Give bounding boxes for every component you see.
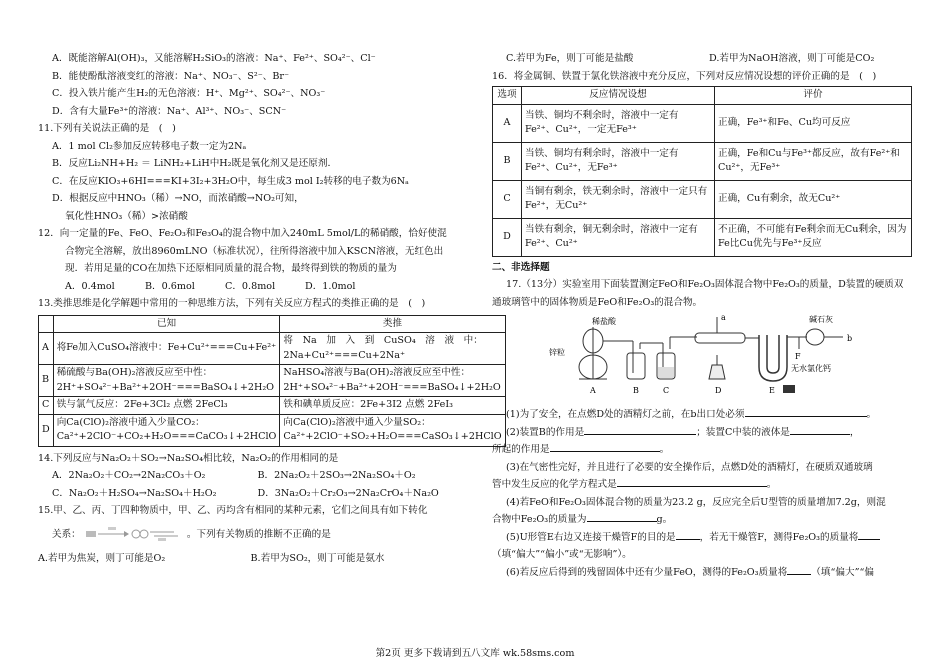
q17-part4: (4)若FeO和Fe₂O₃固体混合物的质量为23.2 g，反应完全后U型管的质量增加7.2g，则混 bbox=[506, 496, 886, 508]
q17-part2-cont: 所起的作用是 。 bbox=[492, 441, 912, 459]
q16-header-row bbox=[493, 87, 912, 105]
q13-analog-cell bbox=[280, 365, 505, 397]
q15-option-b: B.若甲为SO₂，则丁可能是氨水 bbox=[250, 552, 385, 564]
q16-header-option: 选项 bbox=[493, 87, 522, 105]
q17-part5-cont: （填“偏大”“偏小”或“无影响”）。 bbox=[492, 549, 632, 560]
answer-blank[interactable] bbox=[745, 406, 867, 417]
q16-eval-line: Cu²⁺，无Fe³⁺ bbox=[718, 162, 781, 173]
q16-eval-cell bbox=[715, 104, 912, 142]
section-2-title: 二、非选择题 bbox=[492, 261, 550, 273]
q13-analog-cell bbox=[280, 397, 505, 415]
q13-row-label: B bbox=[39, 365, 54, 397]
answer-blank[interactable] bbox=[617, 476, 767, 487]
q15-options-row2 bbox=[492, 50, 912, 68]
q17-part4-text: 合物中Fe₂O₃的质量为 bbox=[492, 514, 587, 525]
q16-eval-line: 正确，Fe和Cu与Fe³⁺都反应，故有Fe²⁺和 bbox=[718, 147, 900, 159]
q13-table bbox=[38, 315, 506, 447]
q13-row-label: A bbox=[39, 333, 54, 365]
q16-eval-line: 正确，Fe³⁺和Fe、Cu均可反应 bbox=[718, 116, 851, 128]
q13-known-line: Ca²⁺+2ClO⁻+CO₂+H₂O===CaCO₃↓+2HClO bbox=[56, 431, 277, 442]
q16-eval-cell bbox=[715, 142, 912, 180]
q14-option-c: C．Na₂O₂＋H₂SO₄→Na₂SO₄＋H₂O₂ bbox=[52, 487, 217, 499]
q13-row-label: C bbox=[39, 397, 54, 415]
answer-blank[interactable] bbox=[676, 529, 700, 540]
q16-eval-line: 正确，Cu有剩余，故无Cu²⁺ bbox=[718, 192, 841, 204]
q16-idea-line: 当铜有剩余，铁无剩余时，溶液中一定只有 bbox=[525, 185, 708, 197]
q15-relation-suffix: 。下列有关物质的推断不正确的是 bbox=[186, 528, 331, 540]
q14-stem: 14.下列反应与Na₂O₂＋SO₂→Na₂SO₄相比较，Na₂O₂的作用相同的是 bbox=[38, 452, 339, 464]
label-c: C bbox=[663, 386, 670, 395]
q16-eval-cell bbox=[715, 180, 912, 218]
q17-part1-text: (1)为了安全，在点燃D处的酒精灯之前，在b出口处必须 bbox=[506, 409, 745, 420]
q16-row-c bbox=[493, 180, 912, 218]
apparatus-d-tube-icon bbox=[695, 317, 759, 379]
q16-header-eval: 评价 bbox=[715, 87, 912, 105]
answer-blank[interactable] bbox=[550, 441, 660, 452]
q14-options-row2 bbox=[38, 485, 463, 503]
q16-idea-cell bbox=[522, 218, 715, 256]
q10-option-b: B．能使酚酞溶液变红的溶液：Na⁺、NO₃⁻、S²⁻、Br⁻ bbox=[52, 70, 290, 82]
q13-known-cell bbox=[53, 333, 280, 365]
q16-stem: 16．将金属铜、铁置于氯化铁溶液中充分反应，下列对反应情况设想的评价正确的是 ( ) bbox=[492, 70, 877, 82]
q16-eval-line: Fe比Cu优先与Fe³⁺反应 bbox=[718, 238, 822, 249]
q13-header-analog: 类推 bbox=[280, 315, 505, 333]
q16-row-label: D bbox=[493, 218, 522, 256]
q17-part3-cont: 管中发生反应的化学方程式是 。 bbox=[492, 476, 912, 494]
q17-part6-text: (6)若反应后得到的残留固体中还有少量FeO，测得的Fe₂O₃质量将 bbox=[506, 566, 788, 578]
q12-option-d: D．1.0mol bbox=[305, 280, 356, 292]
q13-row-c bbox=[39, 397, 506, 415]
q13-header-known: 已知 bbox=[53, 315, 280, 333]
answer-blank[interactable] bbox=[587, 511, 657, 522]
q13-analog-line: 铁和碘单质反应：2Fe+3I2 点燃 2FeI₃ bbox=[283, 399, 453, 410]
q17-part2-text-b: ；装置C中装的液体是 bbox=[696, 426, 790, 438]
answer-blank[interactable] bbox=[787, 564, 811, 575]
q16-row-label: A bbox=[493, 104, 522, 142]
answer-blank[interactable] bbox=[584, 424, 696, 435]
q16-table bbox=[492, 86, 912, 257]
q11-option-d-cont: 氧化性HNO₃（稀）>浓硝酸 bbox=[65, 210, 188, 222]
q11-option-d: D．根据反应中HNO₃（稀）→NO，而浓硝酸→NO₂可知， bbox=[52, 193, 304, 204]
right-column bbox=[492, 50, 912, 581]
answer-blank[interactable] bbox=[790, 424, 850, 435]
q17-intro-line2: 通玻璃管中的固体物质是FeO和Fe₂O₃的混合物。 bbox=[492, 296, 703, 308]
q14-option-a: A．2Na₂O₂＋CO₂→2Na₂CO₃＋O₂ bbox=[52, 470, 206, 481]
q13-analog-cell bbox=[280, 414, 505, 446]
apparatus-f-drying-tube-icon bbox=[787, 329, 843, 349]
q13-analog-cell bbox=[280, 333, 505, 365]
q10-option-a: A．既能溶解Al(OH)₃，又能溶解H₂SiO₃的溶液：Na⁺、Fe²⁺、SO₄²⁻、Cl⁻ bbox=[52, 53, 376, 64]
apparatus-a-generator-icon bbox=[579, 327, 627, 379]
label-zinc: 锌粒 bbox=[549, 348, 565, 357]
q13-known-line: 将Fe加入CuSO₄溶液中：Fe+Cu²⁺===Cu+Fe²⁺ bbox=[56, 342, 277, 354]
q17-part6-text-b: （填“偏大”“偏 bbox=[811, 566, 874, 578]
q13-known-line: 2H⁺+SO₄²⁻+Ba²⁺+2OH⁻===BaSO₄↓+2H₂O bbox=[56, 381, 275, 393]
page-footer: 第2页 更多下载请到五八文库 wk.58sms.com bbox=[375, 648, 575, 659]
q15-transform-scheme-icon bbox=[84, 526, 184, 542]
q14-options-row1 bbox=[38, 467, 463, 485]
q14-option-b: B．2Na₂O₂＋2SO₃→2Na₂SO₄＋O₂ bbox=[257, 470, 416, 481]
q13-known-line: 铁与氯气反应：2Fe+3Cl₂ 点燃 2FeCl₃ bbox=[56, 399, 228, 410]
q11-option-b: B．反应Li₂NH+H₂ ＝ LiNH₂+LiH中H₂既是氧化剂又是还原剂． bbox=[52, 158, 338, 169]
q14-option-d: D．3Na₂O₂＋Cr₂O₃→2Na₂CrO₄＋Na₂O bbox=[257, 487, 439, 499]
q13-analog-line: Ca²⁺+2ClO⁻+SO₂+H₂O===CaSO₃↓+2HClO bbox=[283, 431, 502, 442]
q17-part5 bbox=[492, 529, 912, 547]
q11-option-a: A．1 mol Cl₂参加反应转移电子数一定为2Nₐ bbox=[52, 140, 247, 152]
q16-idea-line: Fe²⁺、Cu²⁺ bbox=[525, 238, 578, 249]
q15-relation-prefix: 关系： bbox=[52, 528, 81, 540]
q16-row-label: C bbox=[493, 180, 522, 218]
q13-known-cell bbox=[53, 365, 280, 397]
q16-row-label: B bbox=[493, 142, 522, 180]
q16-idea-line: Fe²⁺、Cu²⁺，无Fe³⁺ bbox=[525, 162, 618, 173]
q15-option-d: D.若甲为NaOH溶液，则丁可能是CO₂ bbox=[709, 53, 875, 64]
q16-idea-cell bbox=[522, 104, 715, 142]
q13-row-b bbox=[39, 365, 506, 397]
label-b: B bbox=[633, 386, 639, 395]
q16-idea-line: Fe²⁺，无Cu²⁺ bbox=[525, 200, 588, 211]
q17-part2: (2)装置B的作用是 ；装置C中装的液体是 ， bbox=[492, 424, 912, 442]
q12-option-b: B．0.6mol bbox=[145, 280, 195, 292]
q16-idea-cell bbox=[522, 142, 715, 180]
label-e: E bbox=[769, 386, 775, 395]
q12-option-a: A．0.4mol bbox=[65, 280, 115, 292]
q13-header-blank bbox=[39, 315, 54, 333]
label-d: D bbox=[715, 386, 722, 395]
apparatus-c-bottle-icon bbox=[657, 337, 697, 379]
apparatus-e-u-tube-icon bbox=[759, 335, 795, 393]
q13-row-d bbox=[39, 414, 506, 446]
q17-part1: (1)为了安全，在点燃D处的酒精灯之前，在b出口处必须 。 bbox=[492, 406, 912, 424]
label-port-b: b bbox=[847, 334, 853, 343]
q15-relation bbox=[38, 520, 463, 550]
q16-eval-cell bbox=[715, 218, 912, 256]
q17-part4-unit: g。 bbox=[656, 514, 673, 525]
q12-stem-line2: 合物完全溶解，放出8960mLNO（标准状况），往所得溶液中加入KSCN溶液，无红色出 bbox=[65, 245, 444, 257]
q16-idea-line: 当铁、铜均有剩余时，溶液中一定有 bbox=[525, 147, 679, 159]
answer-blank[interactable] bbox=[858, 529, 880, 540]
q17-part2-text: (2)装置B的作用是 bbox=[506, 426, 585, 438]
apparatus-diagram bbox=[547, 315, 867, 395]
q12-stem-line3: 现．若用足量的CO在加热下还原相同质量的混合物，最终得到铁的物质的量为 bbox=[65, 263, 397, 274]
q15-stem: 15.甲、乙、丙、丁四种物质中，甲、乙、丙均含有相同的某种元素，它们之间具有如下转化 bbox=[38, 505, 428, 516]
q13-analog-line: 2H⁺+SO₄²⁻+Ba²⁺+2OH⁻===BaSO₄↓+2H₂O bbox=[283, 381, 501, 393]
q16-row-a bbox=[493, 104, 912, 142]
q13-row-a bbox=[39, 333, 506, 365]
q17-part4-cont bbox=[492, 511, 912, 529]
q17-part6 bbox=[492, 564, 912, 582]
q17-part3-text: 管中发生反应的化学方程式是 bbox=[492, 479, 617, 490]
q12-stem-line1: 12．向一定量的Fe、FeO、Fe₂O₃和Fe₃O₄的混合物中加入240mL 5mol/L的稀硝酸，恰好使混 bbox=[38, 228, 447, 239]
q12-option-c: C．0.8mol bbox=[225, 280, 276, 292]
q16-idea-line: Fe²⁺、Cu²⁺，一定无Fe³⁺ bbox=[525, 124, 637, 135]
q13-analog-line: 向Ca(ClO)₂溶液中通入少量SO₂： bbox=[283, 416, 431, 428]
q16-idea-line: 当铁有剩余，铜无剩余时，溶液中一定有 bbox=[525, 223, 698, 235]
label-acid: 稀盐酸 bbox=[592, 317, 616, 326]
q16-eval-line: 不正确，不可能有Fe剩余而无Cu剩余，因为 bbox=[718, 223, 907, 235]
q15-option-a: A.若甲为焦炭，则丁可能是O₂ bbox=[38, 552, 166, 564]
label-port-a: a bbox=[721, 315, 726, 322]
apparatus-b-bottle-icon bbox=[627, 341, 659, 379]
q13-known-cell bbox=[53, 397, 280, 415]
q13-analog-line: 2Na+Cu²⁺===Cu+2Na⁺ bbox=[283, 349, 406, 361]
q16-header-idea: 反应情况设想 bbox=[522, 87, 715, 105]
q13-header-row bbox=[39, 315, 506, 333]
q11-option-c: C．在反应KIO₃+6HI===KI+3I₂+3H₂O中，每生成3 mol I₂转移的电子数为6Nₐ bbox=[52, 175, 409, 187]
q13-row-label: D bbox=[39, 414, 54, 446]
q13-known-line: 稀硫酸与Ba(OH)₂溶液反应至中性： bbox=[56, 367, 213, 378]
q17-part3: (3)在气密性完好，并且进行了必要的安全操作后，点燃D处的酒精灯，在硬质双通玻璃 bbox=[506, 461, 873, 473]
label-cacl2: 无水氯化钙 bbox=[791, 364, 831, 373]
q16-idea-cell bbox=[522, 180, 715, 218]
q16-row-b bbox=[493, 142, 912, 180]
label-f: F bbox=[795, 352, 801, 361]
label-a: A bbox=[590, 386, 596, 395]
q10-option-d: D．含有大量Fe³⁺的溶液：Na⁺、Al³⁺、NO₃⁻、SCN⁻ bbox=[52, 105, 287, 117]
q13-stem: 13.类推思维是化学解题中常用的一种思维方法，下列有关反应方程式的类推正确的是 ( ) bbox=[38, 298, 426, 309]
q17-part2-text-c: 所起的作用是 bbox=[492, 444, 550, 455]
q17-part5-text: (5)U形管E右边又连接干燥管F的目的是 bbox=[506, 531, 676, 543]
q16-row-d bbox=[493, 218, 912, 256]
label-soda-lime: 碱石灰 bbox=[809, 315, 833, 324]
q16-idea-line: 当铁、铜均不剩余时，溶液中一定有 bbox=[525, 109, 679, 121]
left-column bbox=[38, 50, 502, 567]
q13-analog-line: 将 Na 加 入 到 CuSO₄ 溶 液 中： bbox=[283, 335, 483, 346]
q13-known-line: 向Ca(ClO)₂溶液中通入少量CO₂： bbox=[56, 416, 205, 428]
q17-intro-line1: 17.（13分）实验室用下面装置测定FeO和Fe₂O₃固体混合物中Fe₂O₃的质量，D装置的硬质双 bbox=[506, 279, 904, 290]
q10-option-c: C．投入铁片能产生H₂的无色溶液：H⁺、Mg²⁺、SO₄²⁻、NO₃⁻ bbox=[52, 88, 326, 99]
q11-stem: 11.下列有关说法正确的是 ( ) bbox=[38, 123, 176, 134]
q13-analog-line: NaHSO₄溶液与Ba(OH)₂溶液反应至中性： bbox=[283, 367, 471, 378]
q12-options bbox=[38, 278, 463, 296]
q13-known-cell bbox=[53, 414, 280, 446]
q15-option-c: C.若甲为Fe，则丁可能是盐酸 bbox=[506, 53, 634, 64]
q15-options-row1 bbox=[38, 550, 463, 568]
q17-part5-text-b: ，若无干燥管F，测得Fe₂O₃的质量将 bbox=[699, 531, 859, 543]
